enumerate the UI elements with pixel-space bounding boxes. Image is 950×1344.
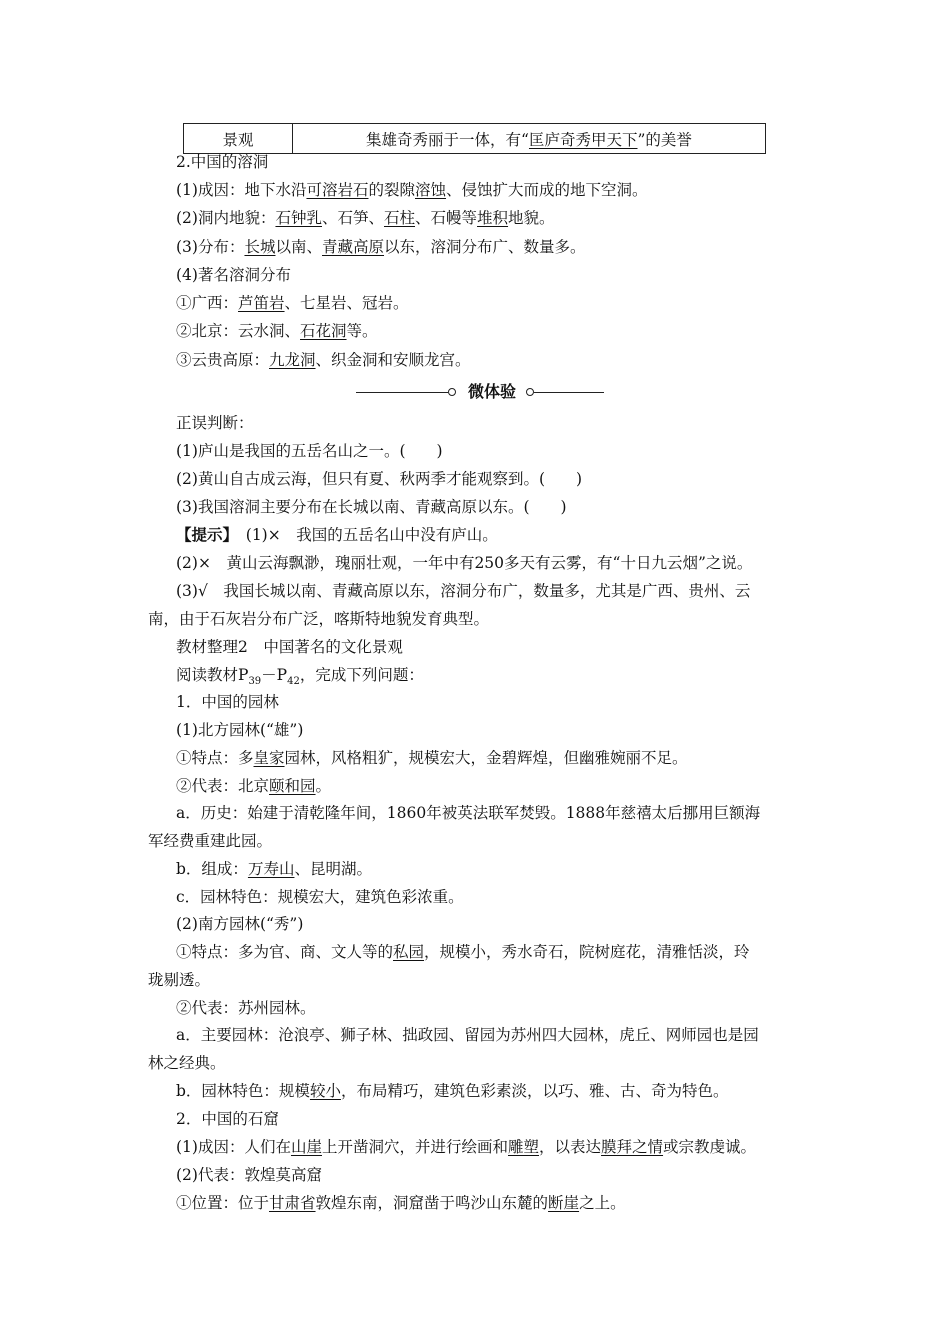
karst-cause: (1)成因：地下水沿可溶岩石的裂隙溶蚀、侵蚀扩大而成的地下空洞。 xyxy=(176,181,648,199)
quiz-question: (1)庐山是我国的五岳名山之一。( ) xyxy=(176,442,443,460)
underlined-answer: 较小 xyxy=(309,1082,341,1100)
section-title: 教材整理2 中国著名的文化景观 xyxy=(176,638,403,656)
main-gardens-line: a．主要园林：沧浪亭、狮子林、拙政园、留园为苏州四大园林，虎丘、网师园也是园 xyxy=(176,1026,759,1044)
underlined-answer: 石钟乳 xyxy=(275,209,322,227)
table-cell-description: 集雄奇秀丽于一体，有“匡庐奇秀甲天下”的美誉 xyxy=(293,124,766,154)
south-garden-feature-continued: 珑剔透。 xyxy=(148,971,211,989)
north-garden-representative: ②代表：北京颐和园。 xyxy=(176,777,332,795)
karst-guangxi: ①广西：芦笛岩、七星岩、冠岩。 xyxy=(176,294,409,312)
divider-rule-left xyxy=(356,392,448,393)
divider-rule-right xyxy=(534,392,604,393)
divider-circle-right-icon xyxy=(526,388,534,396)
underlined-answer: 甘肃省 xyxy=(269,1194,316,1212)
grotto-heading: 2．中国的石窟 xyxy=(176,1110,279,1128)
divider-title: 微体验 xyxy=(467,382,516,401)
underlined-answer: 断崖 xyxy=(548,1194,580,1212)
underlined-answer: 青藏高原 xyxy=(322,238,385,256)
quiz-answer-continued: 南，由于石灰岩分布广泛，喀斯特地貌发育典型。 xyxy=(148,610,490,628)
underlined-answer: 九龙洞 xyxy=(269,351,316,369)
quiz-answer: (3)√ 我国长城以南、青藏高原以东，溶洞分布广，数量多，尤其是广西、贵州、云 xyxy=(176,582,751,600)
quiz-hint: 【提示】 (1)× 我国的五岳名山中没有庐山。 xyxy=(176,525,498,544)
section-heading-karst: 2.中国的溶洞 xyxy=(176,153,269,171)
reading-instruction: 阅读教材$P_{39}-P_{42}$，完成下列问题： xyxy=(176,666,424,688)
quiz-answer: (2)× 黄山云海飘渺，瑰丽壮观，一年中有250多天有云雾，有“十日九云烟”之说。 xyxy=(176,554,753,572)
underlined-answer: 颐和园 xyxy=(269,777,316,795)
underlined-answer: 溶蚀 xyxy=(415,181,447,199)
south-garden-feature: ①特点：多为官、商、文人等的私园，规模小，秀水奇石，院树庭花，清雅恬淡，玲 xyxy=(176,943,750,961)
underlined-answer: 山崖 xyxy=(290,1138,322,1156)
history-line-continued: 军经费重建此园。 xyxy=(148,832,273,850)
landscape-table xyxy=(183,123,766,154)
quiz-question: (2)黄山自古成云海，但只有夏、秋两季才能观察到。( ) xyxy=(176,470,583,488)
underlined-answer: 可溶岩石 xyxy=(306,181,369,199)
table-cell-label: 景观 xyxy=(184,124,293,154)
karst-distribution: (3)分布：长城以南、青藏高原以东，溶洞分布广、数量多。 xyxy=(176,238,586,256)
grotto-location: ①位置：位于甘肃省敦煌东南，洞窟凿于鸣沙山东麓的断崖之上。 xyxy=(176,1194,626,1212)
north-garden-feature: ①特点：多皇家园林，风格粗犷，规模宏大，金碧辉煌，但幽雅婉丽不足。 xyxy=(176,749,688,767)
underlined-answer: 石花洞 xyxy=(300,322,347,340)
underlined-answer: 皇家 xyxy=(253,749,285,767)
underlined-answer: 石柱 xyxy=(384,209,416,227)
north-garden-heading: (1)北方园林(“雄”) xyxy=(176,721,304,739)
underlined-answer: 雕塑 xyxy=(508,1138,540,1156)
karst-beijing: ②北京：云水洞、石花洞等。 xyxy=(176,322,378,340)
composition-line: b．组成：万寿山、昆明湖。 xyxy=(176,860,372,878)
history-line: a．历史：始建于清乾隆年间，1860年被英法联军焚毁。1888年慈禧太后挪用巨额海 xyxy=(176,804,761,822)
hint-label: 【提示】 xyxy=(176,525,231,544)
underlined-answer: 膜拜之情 xyxy=(601,1138,664,1156)
underlined-answer: 私园 xyxy=(393,943,425,961)
karst-landform: (2)洞内地貌：石钟乳、石笋、石柱、石幔等堆积地貌。 xyxy=(176,209,555,227)
underlined-answer: 匡庐奇秀甲天下 xyxy=(528,130,638,149)
south-garden-trait: b．园林特色：规模较小，布局精巧，建筑色彩素淡，以巧、雅、古、奇为特色。 xyxy=(176,1082,729,1100)
underlined-answer: 长城 xyxy=(244,238,276,256)
divider-circle-left-icon xyxy=(448,388,456,396)
south-garden-heading: (2)南方园林(“秀”) xyxy=(176,915,304,933)
south-garden-representative: ②代表：苏州园林。 xyxy=(176,999,316,1017)
quiz-intro: 正误判断： xyxy=(176,414,254,432)
grotto-representative: (2)代表：敦煌莫高窟 xyxy=(176,1166,322,1184)
karst-yungui: ③云贵高原：九龙洞、织金洞和安顺龙宫。 xyxy=(176,351,471,369)
section-divider xyxy=(356,382,604,402)
north-garden-trait: c．园林特色：规模宏大，建筑色彩浓重。 xyxy=(176,888,464,906)
main-gardens-continued: 林之经典。 xyxy=(148,1054,226,1072)
karst-famous-heading: (4)著名溶洞分布 xyxy=(176,266,291,284)
table-row xyxy=(184,124,766,154)
underlined-answer: 堆积 xyxy=(477,209,509,227)
underlined-answer: 芦笛岩 xyxy=(238,294,285,312)
quiz-question: (3)我国溶洞主要分布在长城以南、青藏高原以东。( ) xyxy=(176,498,567,516)
grotto-cause: (1)成因：人们在山崖上开凿洞穴，并进行绘画和雕塑，以表达膜拜之情或宗教虔诚。 xyxy=(176,1138,757,1156)
underlined-answer: 万寿山 xyxy=(247,860,295,878)
garden-heading: 1．中国的园林 xyxy=(176,693,279,711)
